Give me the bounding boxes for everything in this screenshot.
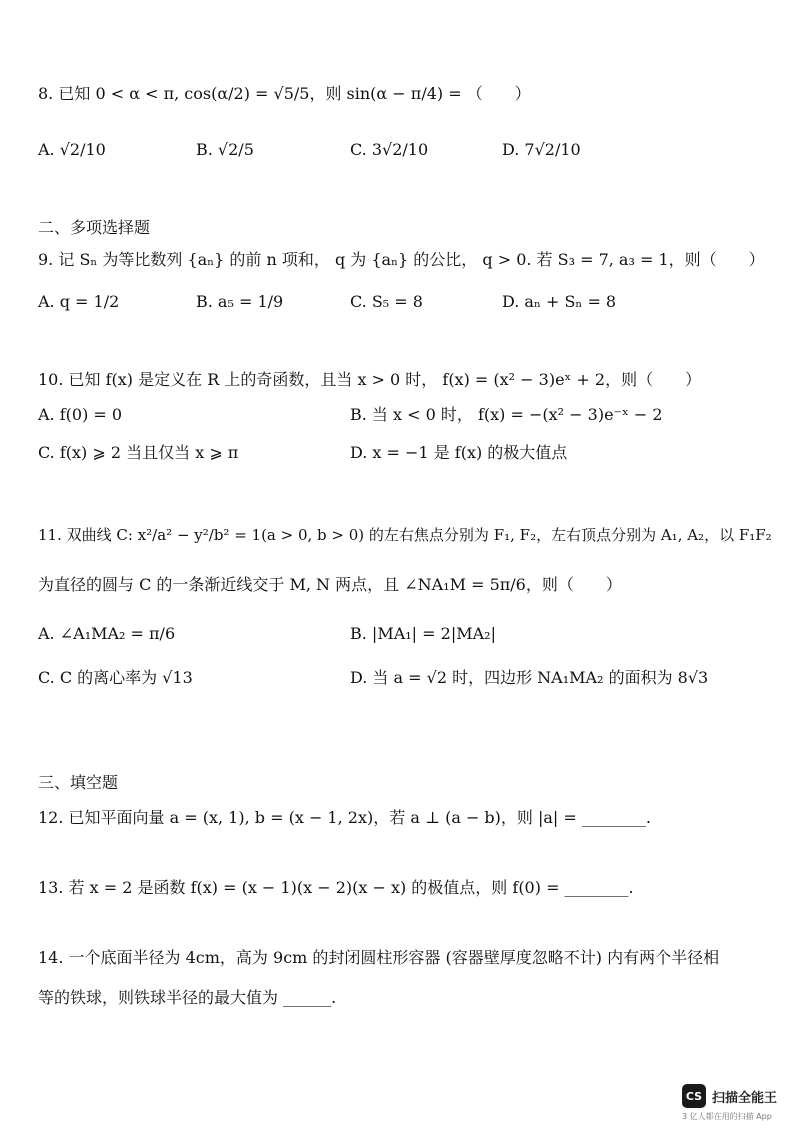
q11-stem-line1: 11. 双曲线 C: x²/a² − y²/b² = 1(a > 0, b > 0) 的左右焦点分别为 F₁, F₂，左右顶点分别为 A₁, A₂，以 F₁F₂: [38, 526, 772, 544]
q14-stem-line1: 14. 一个底面半径为 4cm，高为 9cm 的封闭圆柱形容器 (容器壁厚度忽略不计) 内有两个半径相: [38, 948, 720, 967]
q10-option-a: A. f(0) = 0: [38, 405, 123, 424]
q11-option-c: C. C 的离心率为 √13: [38, 668, 193, 687]
q9-stem: 9. 记 Sₙ 为等比数列 {aₙ} 的前 n 项和， q 为 {aₙ} 的公比， q > 0. 若 S₃ = 7, a₃ = 1，则（ ）: [38, 250, 765, 269]
q8-option-c: C. 3√2/10: [350, 140, 429, 159]
q9-option-b: B. a₅ = 1/9: [196, 292, 284, 311]
q11-option-d: D. 当 a = √2 时，四边形 NA₁MA₂ 的面积为 8√3: [350, 668, 709, 687]
q8-stem: 8. 已知 0 < α < π, cos(α/2) = √5/5，则 sin(α − π/4) = （ ）: [38, 84, 531, 103]
watermark-app-name: 扫描全能王: [712, 1091, 778, 1106]
q11-option-a: A. ∠A₁MA₂ = π/6: [38, 624, 176, 643]
q9-option-a: A. q = 1/2: [38, 292, 120, 311]
q10-option-c: C. f(x) ⩾ 2 当且仅当 x ⩾ π: [38, 443, 239, 462]
section-heading-multiple-choice: 二、多项选择题: [38, 218, 151, 237]
q13-stem: 13. 若 x = 2 是函数 f(x) = (x − 1)(x − 2)(x − x) 的极值点，则 f(0) = ________.: [38, 878, 634, 897]
q11-option-b: B. |MA₁| = 2|MA₂|: [350, 624, 496, 643]
q14-stem-line2: 等的铁球，则铁球半径的最大值为 ______.: [38, 988, 337, 1007]
q9-option-c: C. S₅ = 8: [350, 292, 423, 311]
q10-option-b: B. 当 x < 0 时， f(x) = −(x² − 3)e⁻ˣ − 2: [350, 405, 663, 424]
q12-stem: 12. 已知平面向量 a = (x, 1), b = (x − 1, 2x)，若 a ⊥ (a − b)，则 |a| = ________.: [38, 808, 651, 827]
q8-option-a: A. √2/10: [38, 140, 106, 159]
q8-option-b: B. √2/5: [196, 140, 254, 159]
q10-stem: 10. 已知 f(x) 是定义在 R 上的奇函数，且当 x > 0 时， f(x) = (x² − 3)eˣ + 2，则（ ）: [38, 370, 702, 389]
q9-option-d: D. aₙ + Sₙ = 8: [502, 292, 617, 311]
q11-stem-line2: 为直径的圆与 C 的一条渐近线交于 M, N 两点，且 ∠NA₁M = 5π/6，则（ ）: [38, 575, 622, 594]
section-heading-fill-in: 三、填空题: [38, 773, 119, 792]
scanner-watermark: [682, 1084, 782, 1121]
watermark-tagline: 3 亿人都在用的扫描 App: [682, 1112, 772, 1121]
camscanner-logo-icon: CS: [682, 1084, 706, 1108]
q8-option-d: D. 7√2/10: [502, 140, 581, 159]
q10-option-d: D. x = −1 是 f(x) 的极大值点: [350, 443, 568, 462]
